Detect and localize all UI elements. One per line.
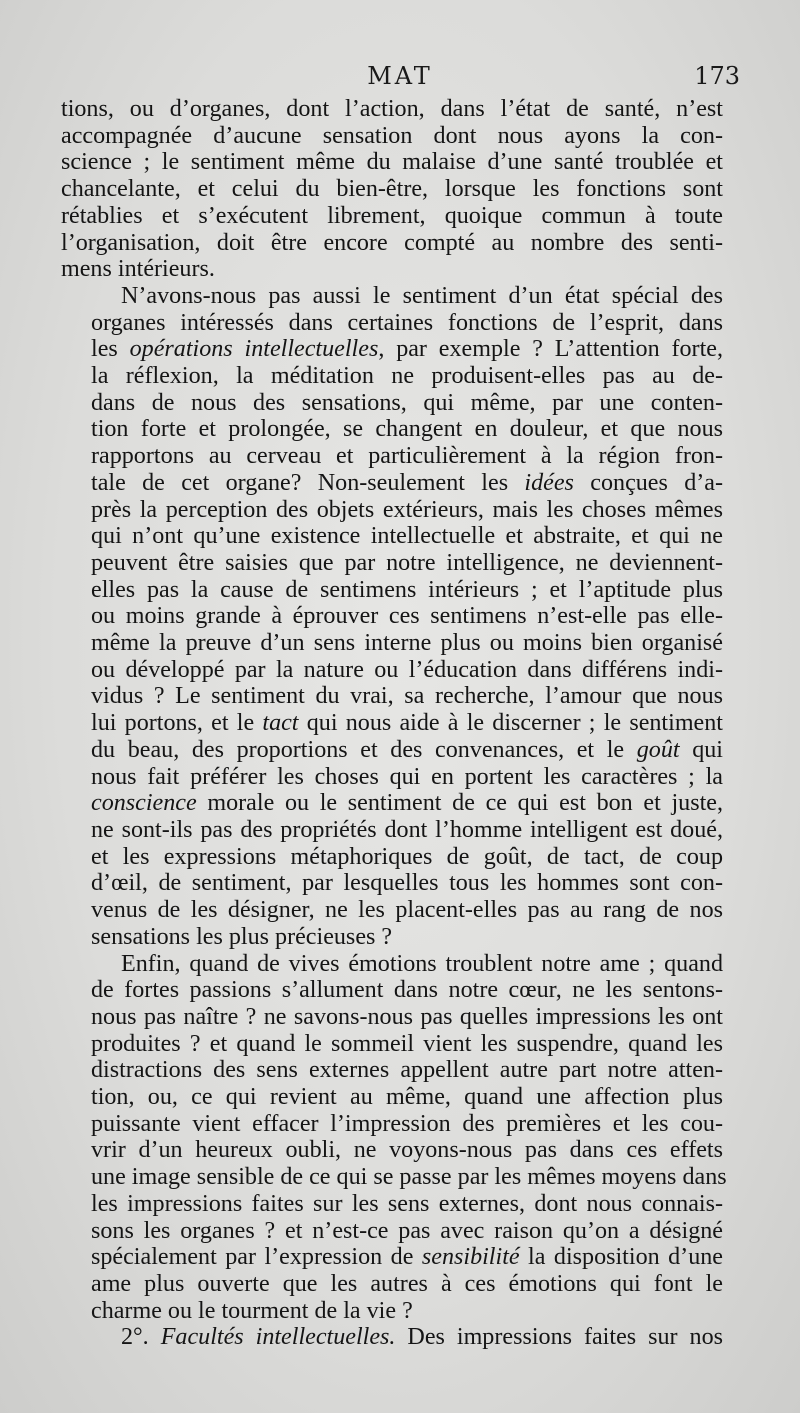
text-line <box>61 1057 723 1084</box>
text-run: qui n’ont qu’une existence intellectuelle et abstraite, et qui ne <box>91 523 723 550</box>
text-line <box>61 1218 723 1245</box>
text-run: , par exemple ? L’attention forte, <box>378 336 723 363</box>
page-header <box>60 58 740 98</box>
text-run: ne sont-ils pas des propriétés dont l’homme intelligent est doué, <box>91 816 723 843</box>
text-run: mens intérieurs. <box>61 256 215 283</box>
text-line <box>61 523 723 550</box>
text-run: ou moins grande à éprouver ces sentimens n’est-elle pas elle- <box>91 603 723 630</box>
body-text <box>61 96 727 1351</box>
italic-text: idées <box>524 469 574 496</box>
text-run: chancelante, et celui du bien-être, lorsque les fonctions sont <box>61 176 723 203</box>
text-run: rapportons au cerveau et particulièrement à la région fron- <box>91 443 723 470</box>
text-line <box>61 497 723 524</box>
text-run: ou développé par la nature ou l’éducation dans différens indi- <box>91 656 723 683</box>
text-run: tale de cet organe? Non-seulement les <box>91 469 525 496</box>
text-line <box>61 924 723 951</box>
text-line <box>61 630 723 657</box>
text-line <box>61 1031 723 1058</box>
text-run: morale ou le sentiment de ce qui est bon et juste, <box>196 790 723 817</box>
text-run: qui nous aide à le discerner ; le sentiment <box>298 710 723 737</box>
text-line <box>61 96 723 123</box>
paragraph <box>61 1324 723 1351</box>
text-line <box>61 390 723 417</box>
text-run: distractions des sens externes appellent autre part notre atten- <box>91 1057 723 1084</box>
text-run: même la preuve d’un sens interne plus ou moins bien organisé <box>91 630 723 657</box>
text-line <box>61 230 723 257</box>
text-run: accompagnée d’aucune sensation dont nous ayons la con- <box>61 122 723 149</box>
text-run: Des impressions faites sur nos <box>395 1324 724 1351</box>
text-run: qui <box>679 736 723 763</box>
italic-text: sensibilité <box>421 1244 520 1271</box>
text-run: vrir d’un heureux oubli, ne voyons-nous pas dans ces effets <box>91 1137 723 1164</box>
text-line <box>61 123 723 150</box>
text-line <box>61 844 723 871</box>
text-run: dans de nous des sensations, qui même, par une conten- <box>91 389 723 416</box>
text-line <box>61 657 723 684</box>
text-line <box>61 897 723 924</box>
text-line <box>61 443 723 470</box>
text-line <box>61 1324 723 1351</box>
text-line <box>61 283 723 310</box>
text-run: et les expressions métaphoriques de goût, de tact, de coup <box>91 843 723 870</box>
text-line <box>61 951 723 978</box>
text-run: les impressions faites sur les sens externes, dont nous connais- <box>91 1190 723 1217</box>
text-line <box>61 1137 723 1164</box>
text-run: N’avons-nous pas aussi le sentiment d’un état spécial des <box>121 282 723 309</box>
text-line <box>61 737 723 764</box>
paragraph <box>61 283 723 951</box>
text-run: nous fait préférer les choses qui en portent les caractères ; la <box>91 763 723 790</box>
text-run: Enfin, quand de vives émotions troublent notre ame ; quand <box>121 950 723 977</box>
text-run: peuvent être saisies que par notre intelligence, ne deviennent- <box>91 549 723 576</box>
text-run: de fortes passions s’allument dans notre cœur, ne les sentons- <box>91 977 723 1004</box>
text-run: charme ou le tourment de la vie ? <box>91 1297 413 1324</box>
text-run: une image sensible de ce qui se passe par les mêmes moyens dans <box>91 1164 727 1191</box>
text-line <box>61 764 723 791</box>
text-line <box>61 1271 723 1298</box>
text-line <box>61 603 723 630</box>
text-run: produites ? et quand le sommeil vient les suspendre, quand les <box>91 1030 723 1057</box>
text-run: d’œil, de sentiment, par lesquelles tous les hommes sont con- <box>91 870 723 897</box>
text-run: ame plus ouverte que les autres à ces émotions qui font le <box>91 1270 723 1297</box>
text-run: la disposition d’une <box>519 1244 723 1271</box>
italic-text: opérations intellectuelles <box>129 336 379 363</box>
text-line <box>61 1191 723 1218</box>
text-line <box>61 363 723 390</box>
text-line <box>61 977 723 1004</box>
text-line <box>61 790 723 817</box>
text-run: l’organisation, doit être encore compté au nombre des senti- <box>61 229 723 256</box>
italic-text: conscience <box>91 790 197 817</box>
running-head: MAT <box>367 62 433 90</box>
text-line <box>61 683 723 710</box>
italic-text: Facultés intellectuelles. <box>160 1324 396 1351</box>
text-line <box>61 1111 723 1138</box>
text-line <box>61 149 723 176</box>
text-line <box>61 710 723 737</box>
text-run: organes intéressés dans certaines fonctions de l’esprit, dans <box>91 309 723 336</box>
text-line <box>61 1244 723 1271</box>
text-run: tion, ou, ce qui revient au même, quand une affection plus <box>91 1084 723 1111</box>
text-line <box>61 256 723 283</box>
text-line <box>61 176 723 203</box>
text-run: du beau, des proportions et des convenances, et le <box>91 736 637 763</box>
text-line <box>61 870 723 897</box>
text-run: tion forte et prolongée, se changent en douleur, et que nous <box>91 416 723 443</box>
text-line <box>61 1298 723 1325</box>
text-run: vidus ? Le sentiment du vrai, sa recherche, l’amour que nous <box>91 683 723 710</box>
text-run: spécialement par l’expression de <box>91 1244 422 1271</box>
text-line <box>61 1084 723 1111</box>
text-line <box>61 1004 723 1031</box>
page-number: 173 <box>694 62 740 90</box>
text-run: elles pas la cause de sentimens intérieurs ; et l’aptitude plus <box>91 576 723 603</box>
text-run: sons les organes ? et n’est-ce pas avec raison qu’on a désigné <box>91 1217 723 1244</box>
text-run: la réflexion, la méditation ne produisent-elles pas au de- <box>91 363 723 390</box>
text-run: tions, ou d’organes, dont l’action, dans l’état de santé, n’est <box>61 96 723 122</box>
text-line <box>61 203 723 230</box>
text-line <box>61 470 723 497</box>
text-line <box>61 577 723 604</box>
text-line <box>61 416 723 443</box>
text-run: rétablies et s’exécutent librement, quoique commun à toute <box>61 202 723 229</box>
text-run: science ; le sentiment même du malaise d’une santé troublée et <box>61 149 723 176</box>
text-run: venus de les désigner, ne les placent-elles pas au rang de nos <box>91 897 723 924</box>
text-run: lui portons, et le <box>91 710 263 737</box>
paragraph <box>61 950 727 1325</box>
text-run: puissante vient effacer l’impression des premières et les cou- <box>91 1110 723 1137</box>
italic-text: goût <box>636 736 680 763</box>
text-run: près la perception des objets extérieurs, mais les choses mêmes <box>91 496 723 523</box>
text-line <box>61 817 723 844</box>
text-line <box>61 310 723 337</box>
text-run: les <box>91 336 130 363</box>
text-line <box>61 550 723 577</box>
text-run: sensations les plus précieuses ? <box>91 923 393 950</box>
text-run: conçues d’a- <box>573 469 724 496</box>
paragraph <box>61 96 723 283</box>
text-line <box>61 1164 727 1191</box>
text-line <box>61 336 723 363</box>
italic-text: tact <box>262 710 299 737</box>
text-run: nous pas naître ? ne savons-nous pas quelles impressions les ont <box>91 1003 723 1030</box>
text-run: 2°. <box>121 1324 161 1351</box>
